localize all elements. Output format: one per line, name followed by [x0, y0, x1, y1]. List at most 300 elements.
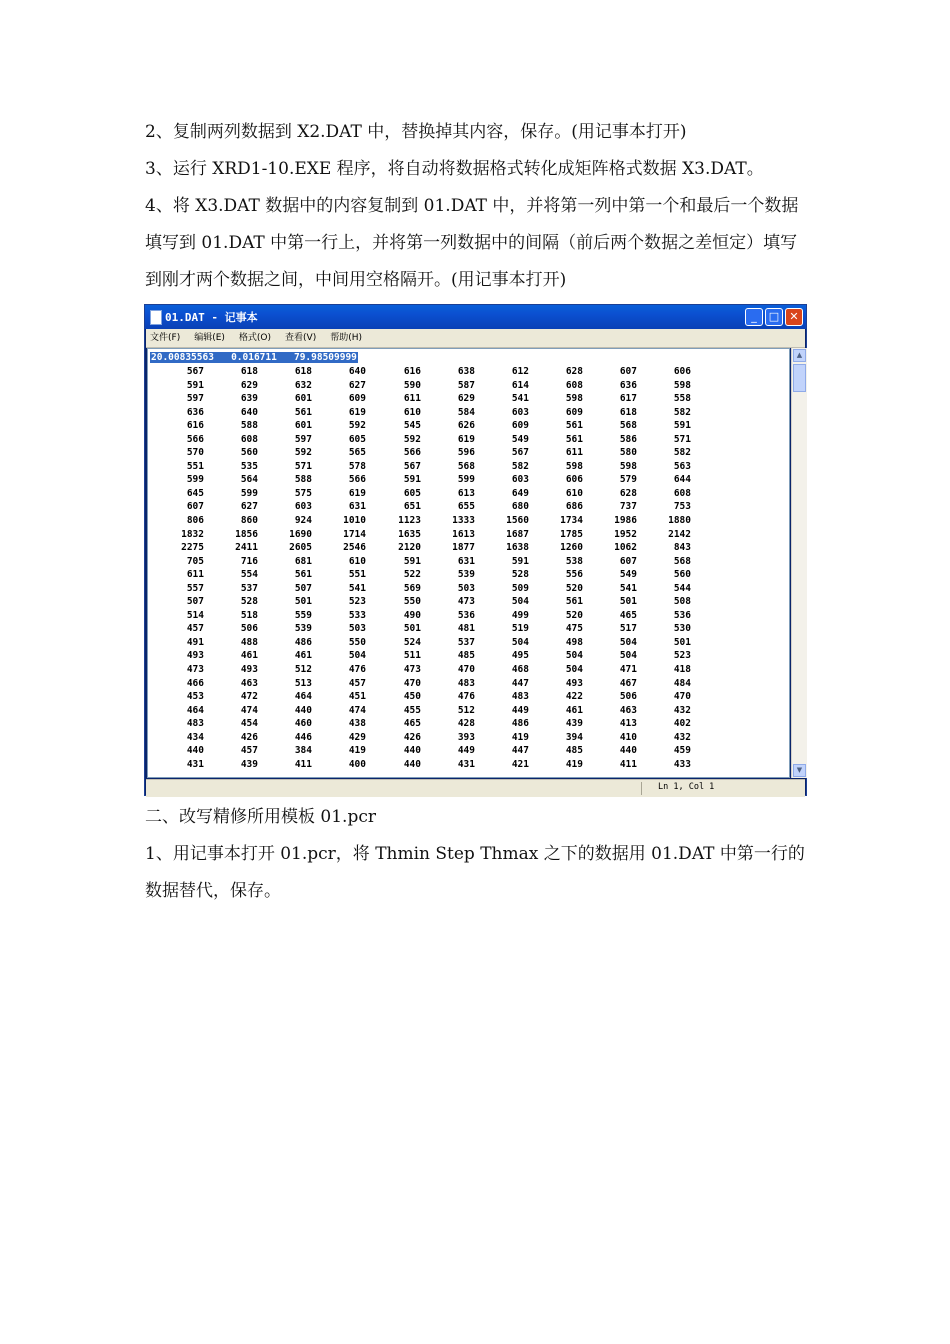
- table-cell: 507: [186, 596, 204, 608]
- table-cell: 580: [619, 447, 637, 459]
- selected-first-line: 20.00835563 0.016711 79.98509999: [151, 352, 357, 363]
- table-row: [148, 460, 788, 474]
- table-cell: 1880: [668, 515, 691, 527]
- table-cell: 610: [348, 555, 366, 567]
- table-cell: 644: [673, 474, 691, 486]
- status-bar: [146, 779, 805, 797]
- table-cell: 485: [565, 745, 583, 757]
- table-cell: 860: [240, 515, 258, 527]
- table-cell: 1714: [343, 528, 366, 540]
- table-cell: 513: [294, 677, 312, 689]
- table-cell: 924: [294, 515, 312, 527]
- table-cell: 598: [673, 379, 691, 391]
- table-cell: 561: [294, 569, 312, 581]
- table-cell: 631: [348, 501, 366, 513]
- table-cell: 567: [511, 447, 529, 459]
- table-cell: 465: [619, 609, 637, 621]
- table-row: [148, 446, 788, 460]
- table-cell: 400: [348, 758, 366, 770]
- table-cell: 616: [403, 366, 421, 377]
- table-cell: 523: [673, 650, 691, 662]
- table-cell: 1333: [452, 515, 475, 527]
- table-cell: 470: [673, 691, 691, 703]
- table-row: [148, 487, 788, 501]
- table-cell: 504: [565, 650, 583, 662]
- table-cell: 1986: [614, 515, 637, 527]
- table-cell: 592: [348, 420, 366, 432]
- table-cell: 426: [240, 731, 258, 743]
- table-cell: 470: [403, 677, 421, 689]
- table-cell: 439: [565, 718, 583, 730]
- table-cell: 1613: [452, 528, 475, 540]
- table-cell: 447: [511, 745, 529, 757]
- table-cell: 457: [186, 623, 204, 635]
- table-row: [148, 636, 788, 650]
- table-cell: 514: [186, 609, 204, 621]
- table-cell: 474: [240, 704, 258, 716]
- text-edit-area[interactable]: [147, 348, 790, 778]
- table-cell: 645: [186, 487, 204, 499]
- table-cell: 561: [565, 596, 583, 608]
- table-cell: 536: [457, 609, 475, 621]
- table-cell: 629: [240, 379, 258, 391]
- table-cell: 490: [403, 609, 421, 621]
- table-row: [148, 433, 788, 447]
- table-cell: 590: [403, 379, 421, 391]
- table-cell: 429: [348, 731, 366, 743]
- table-cell: 571: [294, 460, 312, 472]
- table-row: [148, 609, 788, 623]
- table-cell: 483: [457, 677, 475, 689]
- table-cell: 539: [294, 623, 312, 635]
- maximize-button[interactable]: □: [765, 308, 783, 326]
- table-row: [148, 419, 788, 433]
- table-cell: 451: [348, 691, 366, 703]
- table-cell: 632: [294, 379, 312, 391]
- table-cell: 618: [619, 406, 637, 418]
- table-cell: 460: [294, 718, 312, 730]
- menu-format[interactable]: 格式(O): [238, 333, 272, 343]
- table-cell: 639: [240, 393, 258, 405]
- table-cell: 608: [240, 433, 258, 445]
- step-2-paragraph: 2、复制两列数据到 X2.DAT 中，替换掉其内容，保存。(用记事本打开): [145, 122, 687, 142]
- scroll-up-icon[interactable]: ▲: [793, 349, 806, 362]
- table-cell: 610: [565, 487, 583, 499]
- table-cell: 608: [673, 487, 691, 499]
- table-cell: 463: [240, 677, 258, 689]
- table-row: [148, 555, 788, 569]
- data-grid: [148, 365, 788, 771]
- table-cell: 565: [348, 447, 366, 459]
- menu-help[interactable]: 帮助(H): [330, 333, 363, 343]
- table-cell: 549: [511, 433, 529, 445]
- table-cell: 473: [186, 664, 204, 676]
- table-cell: 1123: [398, 515, 421, 527]
- table-row: [148, 365, 788, 379]
- table-cell: 431: [186, 758, 204, 770]
- table-cell: 591: [186, 379, 204, 391]
- table-cell: 473: [457, 596, 475, 608]
- table-cell: 512: [457, 704, 475, 716]
- table-cell: 483: [511, 691, 529, 703]
- table-cell: 539: [457, 569, 475, 581]
- table-cell: 384: [294, 745, 312, 757]
- table-cell: 629: [457, 393, 475, 405]
- table-cell: 464: [294, 691, 312, 703]
- table-cell: 561: [565, 420, 583, 432]
- table-cell: 476: [348, 664, 366, 676]
- table-cell: 1260: [560, 542, 583, 554]
- table-cell: 568: [673, 555, 691, 567]
- table-cell: 557: [186, 582, 204, 594]
- table-cell: 608: [565, 379, 583, 391]
- table-cell: 544: [673, 582, 691, 594]
- table-cell: 518: [240, 609, 258, 621]
- table-cell: 493: [240, 664, 258, 676]
- table-cell: 575: [294, 487, 312, 499]
- table-cell: 394: [565, 731, 583, 743]
- table-cell: 419: [511, 731, 529, 743]
- table-cell: 566: [186, 433, 204, 445]
- table-cell: 517: [619, 623, 637, 635]
- table-cell: 411: [619, 758, 637, 770]
- table-cell: 611: [565, 447, 583, 459]
- table-cell: 636: [186, 406, 204, 418]
- table-cell: 498: [565, 636, 583, 648]
- table-cell: 512: [294, 664, 312, 676]
- table-cell: 584: [457, 406, 475, 418]
- table-cell: 582: [511, 460, 529, 472]
- table-cell: 488: [240, 636, 258, 648]
- table-cell: 473: [403, 664, 421, 676]
- table-cell: 419: [565, 758, 583, 770]
- table-cell: 508: [673, 596, 691, 608]
- table-cell: 627: [240, 501, 258, 513]
- table-cell: 535: [240, 460, 258, 472]
- table-cell: 468: [511, 664, 529, 676]
- table-cell: 560: [673, 569, 691, 581]
- table-cell: 503: [457, 582, 475, 594]
- table-cell: 449: [457, 745, 475, 757]
- table-cell: 1690: [289, 528, 312, 540]
- table-cell: 716: [240, 555, 258, 567]
- table-cell: 428: [457, 718, 475, 730]
- table-cell: 571: [673, 433, 691, 445]
- table-cell: 471: [619, 664, 637, 676]
- table-cell: 806: [186, 515, 204, 527]
- table-cell: 522: [403, 569, 421, 581]
- table-cell: 1687: [506, 528, 529, 540]
- cursor-position: Ln 1, Col 1: [658, 782, 715, 792]
- table-row: [148, 406, 788, 420]
- table-cell: 472: [240, 691, 258, 703]
- table-row: [148, 717, 788, 731]
- table-cell: 1635: [398, 528, 421, 540]
- table-cell: 467: [619, 677, 637, 689]
- table-cell: 426: [403, 731, 421, 743]
- table-cell: 501: [673, 636, 691, 648]
- table-cell: 524: [403, 636, 421, 648]
- step-4-paragraph: 4、将 X3.DAT 数据中的内容复制到 01.DAT 中，并将第一列中第一个和最后一个数据填写到 01.DAT 中第一行上，并将第一列数据中的间隔（前后两个数据之差恒定）填写到刚才两个数据之间，中间用空格隔开。(用记事本打开): [145, 196, 799, 290]
- table-cell: 549: [619, 569, 637, 581]
- table-cell: 582: [673, 447, 691, 459]
- table-cell: 440: [403, 758, 421, 770]
- table-cell: 587: [457, 379, 475, 391]
- menu-file[interactable]: 文件(F): [150, 333, 181, 343]
- close-button[interactable]: ✕: [785, 308, 803, 326]
- table-row: [148, 379, 788, 393]
- table-row: [148, 677, 788, 691]
- table-cell: 619: [348, 406, 366, 418]
- table-row: [148, 582, 788, 596]
- table-cell: 607: [619, 555, 637, 567]
- menu-view[interactable]: 查看(V): [285, 333, 317, 343]
- table-cell: 610: [403, 406, 421, 418]
- table-cell: 603: [511, 406, 529, 418]
- table-row: [148, 731, 788, 745]
- table-cell: 599: [186, 474, 204, 486]
- table-cell: 504: [565, 664, 583, 676]
- table-cell: 536: [673, 609, 691, 621]
- table-cell: 506: [240, 623, 258, 635]
- table-cell: 447: [511, 677, 529, 689]
- table-cell: 511: [403, 650, 421, 662]
- table-cell: 465: [403, 718, 421, 730]
- table-cell: 459: [673, 745, 691, 757]
- scroll-thumb[interactable]: [793, 364, 806, 392]
- table-cell: 2546: [343, 542, 366, 554]
- table-cell: 566: [348, 474, 366, 486]
- table-cell: 440: [294, 704, 312, 716]
- table-cell: 440: [619, 745, 637, 757]
- table-cell: 528: [511, 569, 529, 581]
- table-cell: 680: [511, 501, 529, 513]
- table-cell: 596: [457, 447, 475, 459]
- table-cell: 1734: [560, 515, 583, 527]
- table-cell: 533: [348, 609, 366, 621]
- table-row: [148, 704, 788, 718]
- table-cell: 411: [294, 758, 312, 770]
- table-cell: 582: [673, 406, 691, 418]
- table-cell: 1856: [235, 528, 258, 540]
- table-cell: 598: [619, 460, 637, 472]
- table-cell: 605: [403, 487, 421, 499]
- table-cell: 433: [673, 758, 691, 770]
- table-cell: 421: [511, 758, 529, 770]
- table-cell: 651: [403, 501, 421, 513]
- table-cell: 561: [294, 406, 312, 418]
- table-cell: 431: [457, 758, 475, 770]
- table-cell: 393: [457, 731, 475, 743]
- table-cell: 461: [240, 650, 258, 662]
- table-cell: 507: [294, 582, 312, 594]
- table-cell: 528: [240, 596, 258, 608]
- table-cell: 599: [457, 474, 475, 486]
- table-cell: 618: [240, 366, 258, 377]
- table-cell: 737: [619, 501, 637, 513]
- table-cell: 474: [348, 704, 366, 716]
- table-cell: 486: [294, 636, 312, 648]
- table-cell: 1785: [560, 528, 583, 540]
- table-cell: 561: [565, 433, 583, 445]
- table-cell: 566: [403, 447, 421, 459]
- table-cell: 686: [565, 501, 583, 513]
- table-cell: 464: [186, 704, 204, 716]
- table-cell: 2120: [398, 542, 421, 554]
- table-cell: 520: [565, 582, 583, 594]
- table-cell: 523: [348, 596, 366, 608]
- table-cell: 520: [565, 609, 583, 621]
- table-cell: 486: [511, 718, 529, 730]
- table-cell: 434: [186, 731, 204, 743]
- table-cell: 591: [673, 420, 691, 432]
- table-row: [148, 622, 788, 636]
- table-cell: 495: [511, 650, 529, 662]
- table-cell: 638: [457, 366, 475, 377]
- table-cell: 613: [457, 487, 475, 499]
- table-cell: 2605: [289, 542, 312, 554]
- table-cell: 578: [348, 460, 366, 472]
- table-cell: 504: [348, 650, 366, 662]
- table-cell: 588: [240, 420, 258, 432]
- table-row: [148, 690, 788, 704]
- table-cell: 606: [673, 366, 691, 377]
- step-3-paragraph: 3、运行 XRD1-10.EXE 程序，将自动将数据格式转化成矩阵格式数据 X3.DAT。: [145, 159, 764, 179]
- table-cell: 1952: [614, 528, 637, 540]
- table-cell: 567: [186, 366, 204, 377]
- table-cell: 617: [619, 393, 637, 405]
- table-cell: 681: [294, 555, 312, 567]
- table-cell: 461: [294, 650, 312, 662]
- table-cell: 628: [565, 366, 583, 377]
- table-row: [148, 500, 788, 514]
- table-cell: 603: [511, 474, 529, 486]
- table-cell: 591: [403, 555, 421, 567]
- table-cell: 550: [403, 596, 421, 608]
- minimize-button[interactable]: _: [745, 308, 763, 326]
- table-cell: 640: [240, 406, 258, 418]
- notepad-icon: [150, 310, 162, 325]
- table-cell: 614: [511, 379, 529, 391]
- section-heading: 二、改写精修所用模板 01.pcr: [145, 807, 376, 827]
- table-cell: 569: [403, 582, 421, 594]
- table-cell: 705: [186, 555, 204, 567]
- table-cell: 541: [348, 582, 366, 594]
- table-cell: 485: [457, 650, 475, 662]
- table-cell: 538: [565, 555, 583, 567]
- table-cell: 609: [348, 393, 366, 405]
- table-cell: 598: [565, 393, 583, 405]
- table-row: [148, 663, 788, 677]
- table-cell: 509: [511, 582, 529, 594]
- table-cell: 461: [565, 704, 583, 716]
- table-cell: 564: [240, 474, 258, 486]
- table-cell: 501: [619, 596, 637, 608]
- table-cell: 591: [403, 474, 421, 486]
- table-cell: 603: [294, 501, 312, 513]
- table-cell: 554: [240, 569, 258, 581]
- table-cell: 592: [403, 433, 421, 445]
- table-cell: 619: [457, 433, 475, 445]
- menu-edit[interactable]: 编辑(E): [194, 333, 225, 343]
- table-cell: 2142: [668, 528, 691, 540]
- table-cell: 655: [457, 501, 475, 513]
- table-cell: 402: [673, 718, 691, 730]
- table-cell: 1560: [506, 515, 529, 527]
- table-cell: 541: [511, 393, 529, 405]
- table-cell: 592: [294, 447, 312, 459]
- table-cell: 449: [511, 704, 529, 716]
- table-cell: 627: [348, 379, 366, 391]
- table-cell: 483: [186, 718, 204, 730]
- table-cell: 612: [511, 366, 529, 377]
- table-cell: 439: [240, 758, 258, 770]
- table-cell: 649: [511, 487, 529, 499]
- table-cell: 607: [186, 501, 204, 513]
- table-cell: 551: [186, 460, 204, 472]
- table-cell: 616: [186, 420, 204, 432]
- table-cell: 432: [673, 704, 691, 716]
- step-1-paragraph: 1、用记事本打开 01.pcr，将 Thmin Step Thmax 之下的数据用 01.DAT 中第一行的数据替代，保存。: [145, 844, 805, 901]
- table-cell: 609: [511, 420, 529, 432]
- table-cell: 466: [186, 677, 204, 689]
- table-cell: 506: [619, 691, 637, 703]
- table-cell: 493: [565, 677, 583, 689]
- table-cell: 609: [565, 406, 583, 418]
- vertical-scrollbar[interactable]: [791, 348, 807, 778]
- table-cell: 438: [348, 718, 366, 730]
- table-cell: 1062: [614, 542, 637, 554]
- table-cell: 481: [457, 623, 475, 635]
- table-cell: 601: [294, 420, 312, 432]
- table-row: [148, 473, 788, 487]
- table-cell: 559: [294, 609, 312, 621]
- table-cell: 501: [294, 596, 312, 608]
- table-cell: 631: [457, 555, 475, 567]
- table-cell: 493: [186, 650, 204, 662]
- table-cell: 611: [403, 393, 421, 405]
- table-cell: 597: [294, 433, 312, 445]
- table-cell: 446: [294, 731, 312, 743]
- table-cell: 457: [240, 745, 258, 757]
- table-cell: 410: [619, 731, 637, 743]
- table-cell: 2275: [181, 542, 204, 554]
- table-cell: 843: [673, 542, 691, 554]
- table-cell: 504: [619, 650, 637, 662]
- table-cell: 636: [619, 379, 637, 391]
- table-cell: 558: [673, 393, 691, 405]
- table-cell: 570: [186, 447, 204, 459]
- table-cell: 413: [619, 718, 637, 730]
- table-cell: 470: [457, 664, 475, 676]
- table-cell: 619: [348, 487, 366, 499]
- table-cell: 463: [619, 704, 637, 716]
- table-cell: 1832: [181, 528, 204, 540]
- notepad-window: [144, 304, 807, 796]
- table-cell: 607: [619, 366, 637, 377]
- table-cell: 597: [186, 393, 204, 405]
- table-cell: 454: [240, 718, 258, 730]
- scroll-down-icon[interactable]: ▼: [793, 764, 806, 777]
- table-cell: 626: [457, 420, 475, 432]
- table-cell: 545: [403, 420, 421, 432]
- table-cell: 504: [619, 636, 637, 648]
- table-cell: 504: [511, 636, 529, 648]
- table-row: [148, 392, 788, 406]
- title-bar[interactable]: [145, 305, 806, 329]
- table-cell: 568: [457, 460, 475, 472]
- table-cell: 504: [511, 596, 529, 608]
